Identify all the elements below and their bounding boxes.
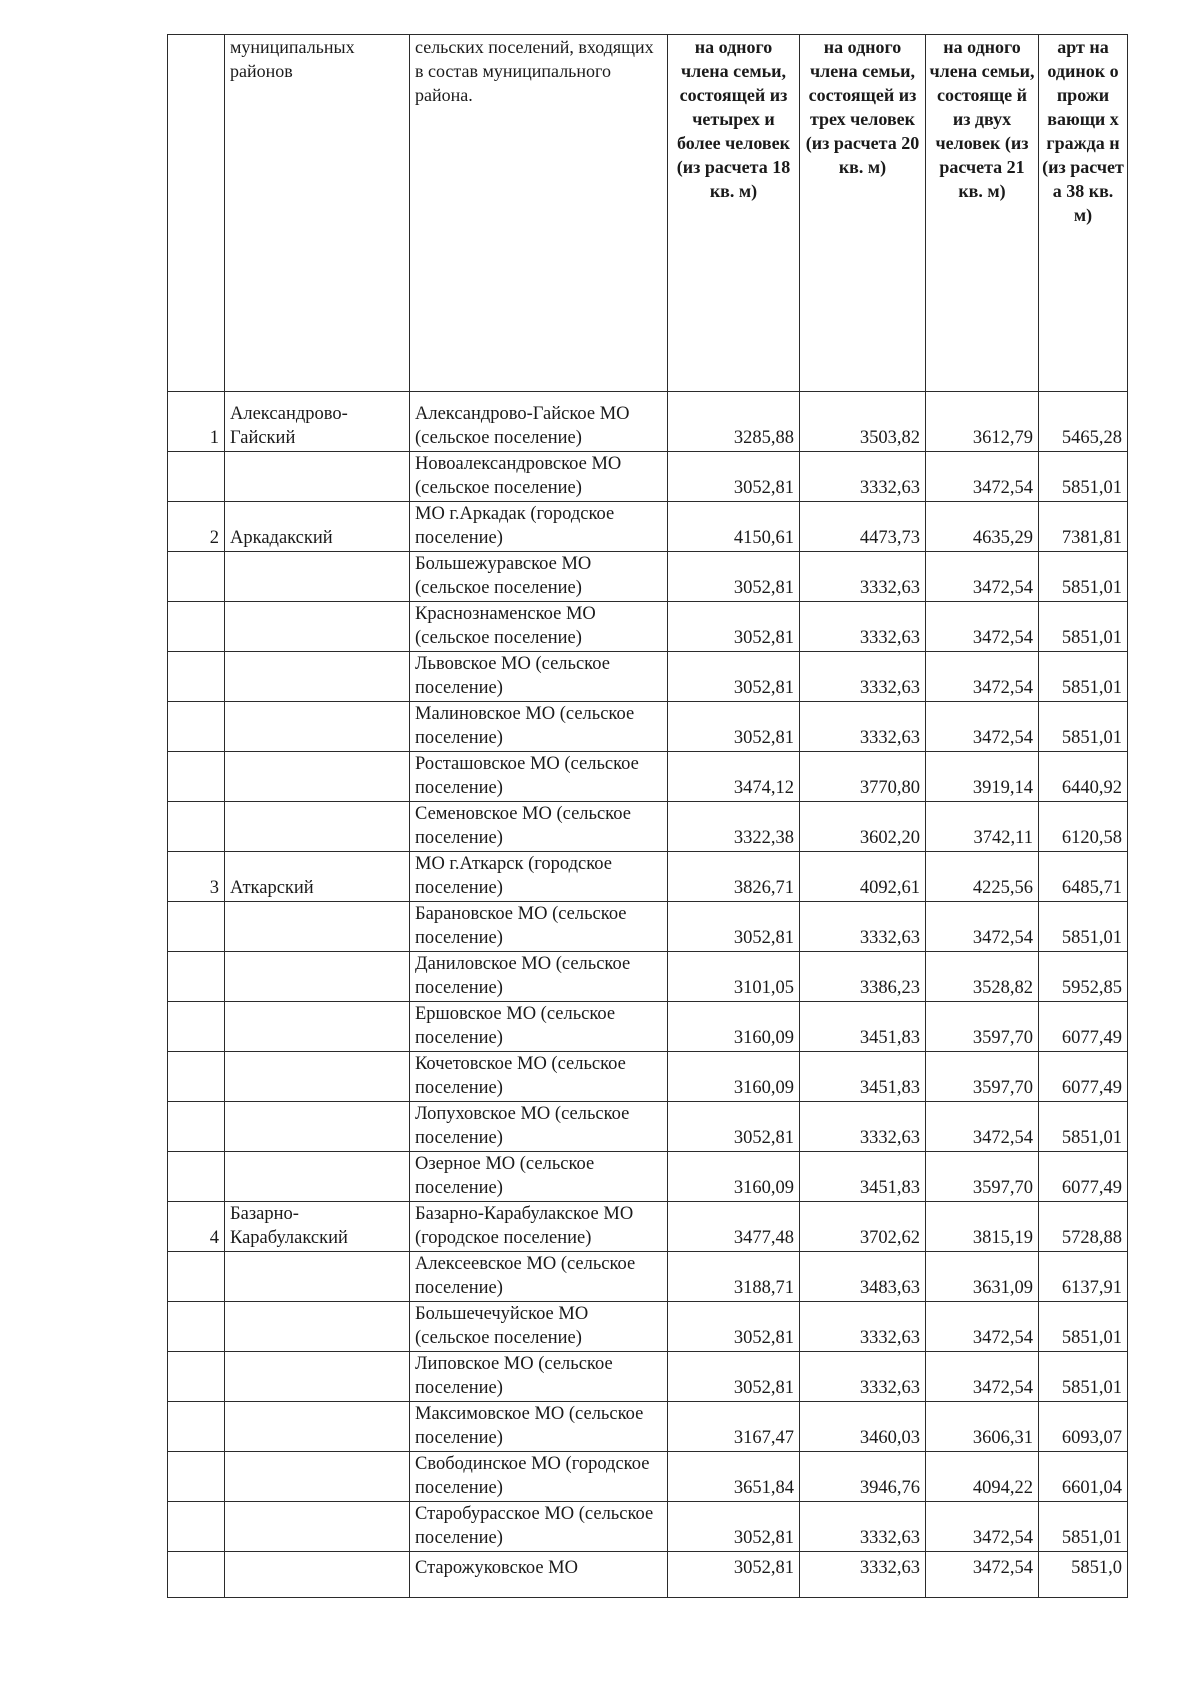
- row-number: [168, 1502, 225, 1552]
- settlement-name: Большежуравское МО (сельское поселение): [410, 552, 668, 602]
- row-number: [168, 452, 225, 502]
- region-name: [225, 652, 410, 702]
- cost-family-three: 3332,63: [800, 452, 926, 502]
- region-name: [225, 702, 410, 752]
- settlement-name: МО г.Аткарск (городское поселение): [410, 852, 668, 902]
- table-row: [168, 652, 1128, 702]
- row-number: [168, 1452, 225, 1502]
- cost-family-two: 3472,54: [926, 1502, 1039, 1552]
- cost-family-two: 3612,79: [926, 392, 1039, 452]
- settlement-name: Росташовское МО (сельское поселение): [410, 752, 668, 802]
- cost-single: 6077,49: [1039, 1152, 1128, 1202]
- cost-family-two: 3472,54: [926, 452, 1039, 502]
- header-num: [168, 35, 225, 392]
- region-name: [225, 1552, 410, 1598]
- region-name: [225, 1002, 410, 1052]
- table-row: [168, 1152, 1128, 1202]
- row-number: [168, 1352, 225, 1402]
- settlement-name: Малиновское МО (сельское поселение): [410, 702, 668, 752]
- settlement-name: Старобурасское МО (сельское поселение): [410, 1502, 668, 1552]
- cost-family-four: 3052,81: [668, 1552, 800, 1598]
- settlement-name: Алексеевское МО (сельское поселение): [410, 1252, 668, 1302]
- region-name: [225, 1452, 410, 1502]
- cost-single: 7381,81: [1039, 502, 1128, 552]
- cost-single: 5851,01: [1039, 552, 1128, 602]
- cost-family-two: 3472,54: [926, 552, 1039, 602]
- cost-single: 6485,71: [1039, 852, 1128, 902]
- cost-family-three: 3332,63: [800, 1352, 926, 1402]
- cost-family-two: 3472,54: [926, 1102, 1039, 1152]
- row-number: 1: [168, 392, 225, 452]
- cost-family-four: 3826,71: [668, 852, 800, 902]
- cost-family-three: 3332,63: [800, 602, 926, 652]
- table-row: [168, 1402, 1128, 1452]
- cost-family-four: 3052,81: [668, 902, 800, 952]
- table-row: [168, 452, 1128, 502]
- cost-single: 6137,91: [1039, 1252, 1128, 1302]
- row-number: [168, 1302, 225, 1352]
- header-family-three: на одного члена семьи, состоящей из трех человек (из расчета 20 кв. м): [800, 35, 926, 392]
- region-name: Базарно-Карабулакский: [225, 1202, 410, 1252]
- row-number: [168, 802, 225, 852]
- cost-family-two: 3597,70: [926, 1052, 1039, 1102]
- cost-family-two: 3528,82: [926, 952, 1039, 1002]
- cost-family-four: 4150,61: [668, 502, 800, 552]
- row-number: [168, 1552, 225, 1598]
- cost-family-four: 3477,48: [668, 1202, 800, 1252]
- cost-family-two: 3472,54: [926, 902, 1039, 952]
- cost-single: 5851,0: [1039, 1552, 1128, 1598]
- table-row: [168, 1252, 1128, 1302]
- settlement-name: Кочетовское МО (сельское поселение): [410, 1052, 668, 1102]
- cost-family-two: 4094,22: [926, 1452, 1039, 1502]
- cost-family-two: 3631,09: [926, 1252, 1039, 1302]
- header-region: муниципальных районов: [225, 35, 410, 392]
- cost-family-two: 3597,70: [926, 1002, 1039, 1052]
- table-row: [168, 852, 1128, 902]
- cost-family-three: 3770,80: [800, 752, 926, 802]
- row-number: 3: [168, 852, 225, 902]
- table-row: [168, 1202, 1128, 1252]
- region-name: [225, 1052, 410, 1102]
- cost-family-four: 3052,81: [668, 652, 800, 702]
- cost-family-three: 3332,63: [800, 1102, 926, 1152]
- cost-family-three: 3386,23: [800, 952, 926, 1002]
- cost-family-four: 3285,88: [668, 392, 800, 452]
- cost-single: 5728,88: [1039, 1202, 1128, 1252]
- table-row: [168, 552, 1128, 602]
- cost-family-three: 3503,82: [800, 392, 926, 452]
- cost-family-three: 4473,73: [800, 502, 926, 552]
- settlement-name: МО г.Аркадак (городское поселение): [410, 502, 668, 552]
- table-row: [168, 902, 1128, 952]
- cost-family-two: 3815,19: [926, 1202, 1039, 1252]
- settlement-name: Свободинское МО (городское поселение): [410, 1452, 668, 1502]
- region-name: Аткарский: [225, 852, 410, 902]
- table-row: [168, 802, 1128, 852]
- settlement-name: Липовское МО (сельское поселение): [410, 1352, 668, 1402]
- settlement-name: Большечечуйское МО (сельское поселение): [410, 1302, 668, 1352]
- cost-family-four: 3322,38: [668, 802, 800, 852]
- cost-family-three: 3332,63: [800, 1302, 926, 1352]
- cost-family-four: 3160,09: [668, 1052, 800, 1102]
- cost-single: 5851,01: [1039, 452, 1128, 502]
- cost-family-two: 3472,54: [926, 652, 1039, 702]
- table-row: [168, 1002, 1128, 1052]
- cost-single: 6601,04: [1039, 1452, 1128, 1502]
- region-name: [225, 452, 410, 502]
- row-number: [168, 1102, 225, 1152]
- cost-single: 6093,07: [1039, 1402, 1128, 1452]
- row-number: [168, 952, 225, 1002]
- cost-single: 5851,01: [1039, 1352, 1128, 1402]
- cost-family-two: 3472,54: [926, 1552, 1039, 1598]
- row-number: 4: [168, 1202, 225, 1252]
- cost-family-two: 3606,31: [926, 1402, 1039, 1452]
- table-row: [168, 1452, 1128, 1502]
- region-name: [225, 552, 410, 602]
- cost-family-two: 3742,11: [926, 802, 1039, 852]
- table-row: [168, 1502, 1128, 1552]
- cost-family-three: 3483,63: [800, 1252, 926, 1302]
- table-row: [168, 502, 1128, 552]
- cost-family-four: 3052,81: [668, 552, 800, 602]
- settlement-name: Озерное МО (сельское поселение): [410, 1152, 668, 1202]
- cost-family-three: 3332,63: [800, 652, 926, 702]
- cost-family-three: 3332,63: [800, 702, 926, 752]
- cost-family-three: 3332,63: [800, 902, 926, 952]
- settlement-name: Даниловское МО (сельское поселение): [410, 952, 668, 1002]
- cost-family-three: 3332,63: [800, 1552, 926, 1598]
- cost-family-four: 3160,09: [668, 1152, 800, 1202]
- table-row: [168, 1052, 1128, 1102]
- cost-family-four: 3052,81: [668, 1352, 800, 1402]
- table-row: [168, 952, 1128, 1002]
- cost-single: 5851,01: [1039, 1102, 1128, 1152]
- table-row: [168, 392, 1128, 452]
- header-family-two: на одного члена семьи, состояще й из двух человек (из расчета 21 кв. м): [926, 35, 1039, 392]
- cost-single: 5465,28: [1039, 392, 1128, 452]
- cost-family-three: 3332,63: [800, 1502, 926, 1552]
- region-name: [225, 1302, 410, 1352]
- cost-single: 5851,01: [1039, 602, 1128, 652]
- cost-family-four: 3052,81: [668, 602, 800, 652]
- table-header-row: [168, 35, 1128, 392]
- row-number: [168, 1152, 225, 1202]
- cost-family-two: 3472,54: [926, 602, 1039, 652]
- cost-family-four: 3052,81: [668, 452, 800, 502]
- cost-family-three: 3460,03: [800, 1402, 926, 1452]
- table-row: [168, 752, 1128, 802]
- region-name: [225, 752, 410, 802]
- settlement-name: Ершовское МО (сельское поселение): [410, 1002, 668, 1052]
- cost-single: 5952,85: [1039, 952, 1128, 1002]
- row-number: 2: [168, 502, 225, 552]
- cost-family-three: 3702,62: [800, 1202, 926, 1252]
- settlement-name: Старожуковское МО: [410, 1552, 668, 1598]
- cost-family-two: 3472,54: [926, 1302, 1039, 1352]
- cost-family-four: 3052,81: [668, 1102, 800, 1152]
- row-number: [168, 1002, 225, 1052]
- cost-family-four: 3651,84: [668, 1452, 800, 1502]
- table-row: [168, 1552, 1128, 1598]
- region-name: [225, 1402, 410, 1452]
- table-row: [168, 1302, 1128, 1352]
- region-name: [225, 1102, 410, 1152]
- cost-family-three: 3451,83: [800, 1052, 926, 1102]
- settlement-name: Лопуховское МО (сельское поселение): [410, 1102, 668, 1152]
- cost-single: 6440,92: [1039, 752, 1128, 802]
- table-row: [168, 602, 1128, 652]
- housing-cost-table: [167, 34, 1128, 1598]
- row-number: [168, 1252, 225, 1302]
- row-number: [168, 702, 225, 752]
- cost-family-four: 3052,81: [668, 1502, 800, 1552]
- cost-family-four: 3167,47: [668, 1402, 800, 1452]
- table-row: [168, 1352, 1128, 1402]
- cost-single: 5851,01: [1039, 1502, 1128, 1552]
- cost-single: 5851,01: [1039, 1302, 1128, 1352]
- settlement-name: Базарно-Карабулакское МО (городское поселение): [410, 1202, 668, 1252]
- cost-family-three: 3602,20: [800, 802, 926, 852]
- settlement-name: Новоалександровское МО (сельское поселение): [410, 452, 668, 502]
- cost-family-two: 3597,70: [926, 1152, 1039, 1202]
- cost-family-three: 3451,83: [800, 1152, 926, 1202]
- cost-family-four: 3101,05: [668, 952, 800, 1002]
- cost-family-four: 3160,09: [668, 1002, 800, 1052]
- cost-family-two: 3472,54: [926, 1352, 1039, 1402]
- region-name: [225, 902, 410, 952]
- table-row: [168, 702, 1128, 752]
- region-name: [225, 602, 410, 652]
- settlement-name: Краснознаменское МО (сельское поселение): [410, 602, 668, 652]
- settlement-name: Львовское МО (сельское поселение): [410, 652, 668, 702]
- row-number: [168, 652, 225, 702]
- cost-family-four: 3474,12: [668, 752, 800, 802]
- header-single: арт на одинок о прожи вающи х гражда н (из расчет а 38 кв. м): [1039, 35, 1128, 392]
- cost-single: 6077,49: [1039, 1052, 1128, 1102]
- cost-family-two: 3472,54: [926, 702, 1039, 752]
- cost-single: 6077,49: [1039, 1002, 1128, 1052]
- cost-single: 6120,58: [1039, 802, 1128, 852]
- settlement-name: Барановское МО (сельское поселение): [410, 902, 668, 952]
- region-name: [225, 802, 410, 852]
- cost-family-three: 3332,63: [800, 552, 926, 602]
- header-family-four: на одного члена семьи, состоящей из четырех и более человек (из расчета 18 кв. м): [668, 35, 800, 392]
- region-name: Александрово-Гайский: [225, 392, 410, 452]
- table-body: [168, 392, 1128, 1598]
- row-number: [168, 752, 225, 802]
- cost-family-two: 4635,29: [926, 502, 1039, 552]
- header-settlement: сельских поселений, входящих в состав муниципального района.: [410, 35, 668, 392]
- region-name: [225, 1152, 410, 1202]
- cost-family-three: 3946,76: [800, 1452, 926, 1502]
- settlement-name: Семеновское МО (сельское поселение): [410, 802, 668, 852]
- cost-family-four: 3052,81: [668, 702, 800, 752]
- cost-family-two: 3919,14: [926, 752, 1039, 802]
- cost-single: 5851,01: [1039, 702, 1128, 752]
- row-number: [168, 1402, 225, 1452]
- cost-family-four: 3052,81: [668, 1302, 800, 1352]
- region-name: [225, 1352, 410, 1402]
- cost-family-two: 4225,56: [926, 852, 1039, 902]
- region-name: [225, 1502, 410, 1552]
- cost-single: 5851,01: [1039, 902, 1128, 952]
- cost-single: 5851,01: [1039, 652, 1128, 702]
- cost-family-three: 4092,61: [800, 852, 926, 902]
- row-number: [168, 602, 225, 652]
- row-number: [168, 902, 225, 952]
- settlement-name: Максимовское МО (сельское поселение): [410, 1402, 668, 1452]
- table-row: [168, 1102, 1128, 1152]
- row-number: [168, 1052, 225, 1102]
- region-name: Аркадакский: [225, 502, 410, 552]
- region-name: [225, 952, 410, 1002]
- region-name: [225, 1252, 410, 1302]
- row-number: [168, 552, 225, 602]
- cost-family-three: 3451,83: [800, 1002, 926, 1052]
- settlement-name: Александрово-Гайское МО (сельское поселение): [410, 392, 668, 452]
- cost-family-four: 3188,71: [668, 1252, 800, 1302]
